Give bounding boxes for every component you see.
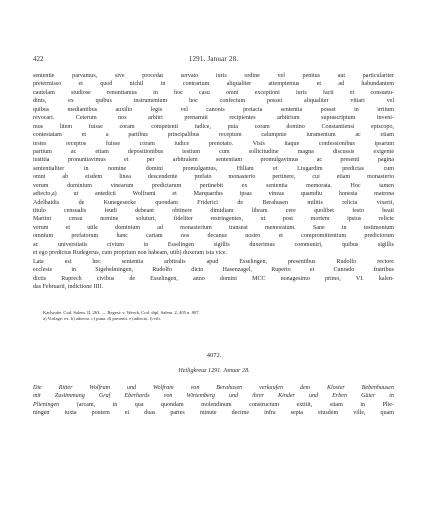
text-line: verum et utile dominium ad monasterium transeat memoratum. Sane in testimonium [33,224,394,231]
summary-line: Die Ritter Wolfram und Wolfram von Berahusen verkaufen dem Kloster Bebenhausen [33,385,394,391]
charter-text [33,72,394,291]
variant-note: a) Vorlage: ex. b) adiecto. c) puna. d) presenti. e) adiecto. f) vili. [43,316,161,322]
regest-summary [33,384,394,409]
text-line: partium ac etiam depositionibus testium cum sollicitudine magna discussis exigente [33,148,394,155]
text-line: ac universitatis civium in Esselingen sigillis duxerimus communiri, quibus sigillis [33,241,394,248]
running-title: 1291. Januar 28. [188,55,239,63]
text-line: ningen iuxta pontem et duas partes minute decime infra septa eiusdem ville, quam [33,410,394,416]
text-line: das Februarii, indictione IIII. [33,283,104,290]
text-line: titulo censualis feudi debeant obtinere dimidiam libram cere quolibet festo beati [33,208,394,214]
text-line: omni ab eisdem linea descendente prefato monasterio pertinere, cui etiam monasterio [33,174,394,181]
text-line: adiecto,a) ut antedicti Wolframi et Marquardus ipsas vineas quamdiu honesta matrona [33,191,394,198]
summary-line: mit Zustimmung Graf Eberhards von Wirtemberg und ihrer Kinder und Erben Güter in [33,393,394,400]
text-line: ecclesie in Sigehelmingen, Rudolfo dicto Hasenzagel, Ruperto et Cunrado fratribus [33,267,394,274]
text-line: Martini censu nomine soluturi, fideliter restringentes, ut post mortem ipsius relicte [33,216,394,223]
text-line: pretermisso et quod nichil in contrarium aliqualiter attemptemus et ad habundantem [33,81,394,88]
text-line: verum dominium vinearum predictarum pertinebit ex sententia memorata. Hoc tamen [33,182,394,189]
charter-text-2 [33,409,394,417]
text-line: revocari. Ceterum nos arbitri prenarrati recipientes arbitrium suprascriptum inveni- [33,115,394,122]
text-line: mus litem fuisse coram competenti iudice, puta coram domino Constantiensi episcopo, [33,123,394,130]
text-line: contestatam et a partibus principalibus receptum calumpnie iuramentum ac etiam [33,132,394,139]
text-start: (arcam, in qua quondam molendinum constructum extitit, sitam in Plie- [76,401,394,408]
text-line: cautelam studiose renuntiamus in hoc casu omni exceptioni iuris facti et consuetu- [33,89,394,96]
text-line: dictis Ruprech civibus de Esselingen, anno domini MCC nonagesimo primo, VI. kalen- [33,275,394,282]
source-note: Karlsruhe. Cod. Salem. II, 263. — Regest: v. Weech, Cod. dipl. Salem. 2, 405 n. 807. [43,310,200,315]
text-line: sententialiter in nomine domini promulgamus, Hillam et Liugardim predictas cum [33,165,394,172]
document-number: 4072. [206,352,222,359]
summary-line-end: Plieningen [33,401,60,408]
text-line: sententie parvamus, sive procedat servato iuris ordine vel penitus aut particulariter [33,73,394,79]
text-line: omnium prefatorum hanc cartam nos decanus nostro et compromittentium predictorum [33,233,394,240]
document-date: Heiligkreuz 1291. Januar 28. [178,368,250,374]
text-line: dinis, ex quibus instrumentum hoc confectum posset aliqualiter vitiari vel [33,98,394,105]
text-line: testes receptos fuisse coram iudice prenotato. Visis itaque confessionibus ipsarum [33,140,394,147]
text-line: iustitia pronuntiavimus et per arbitralem sententiam promulgavimus ac presenti pagina [33,157,394,164]
footnotes [43,310,394,323]
text-line: Lata est hec sententia arbitralis apud Esselingen, presentibus Rudolfo rectore [33,258,394,265]
page-number: 422 [33,55,44,63]
text-line: et ego predictus Rudegerus, cum proprium non habeam, utib) duxeram ista vice. [33,250,228,257]
text-line: Adelhaidis de Kunegesecke quondam Friderici de Berahusen militis relicta vixerit, [33,199,394,206]
text-line: quibus mediantibus auxilio legis vel canonis pretacta sententia posset in irritum [33,106,394,113]
